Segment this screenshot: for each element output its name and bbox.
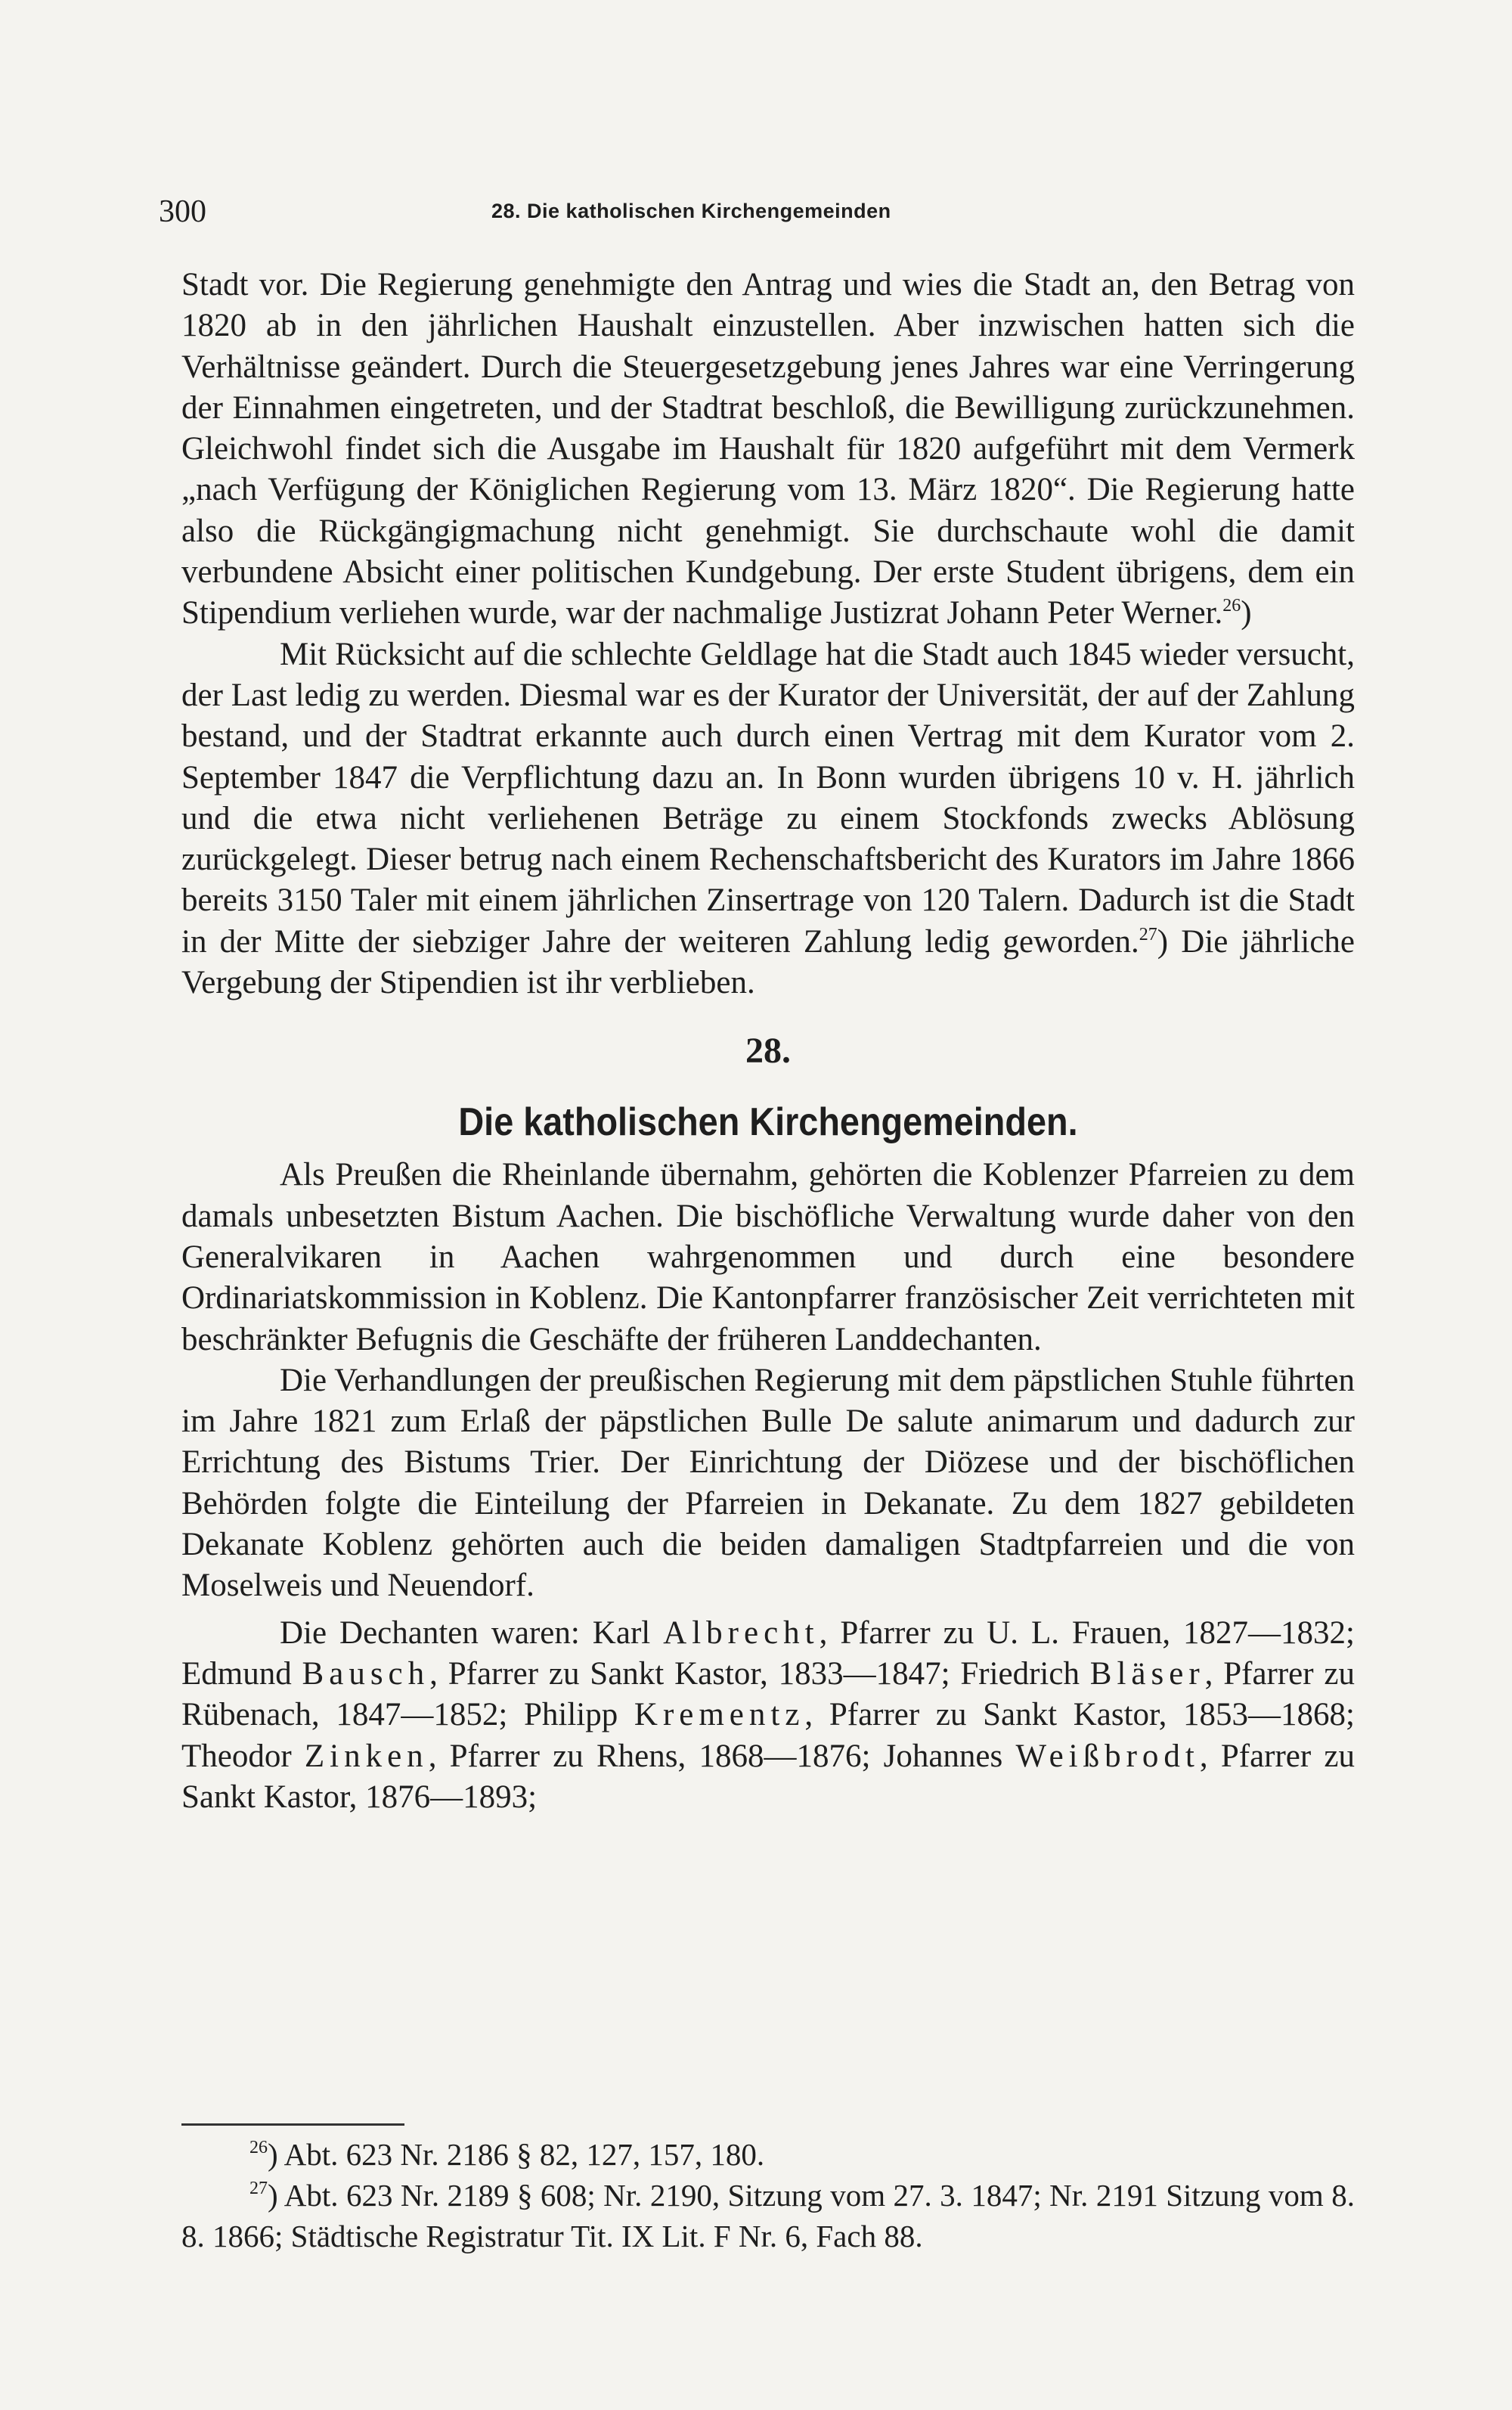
running-head: 28. Die katholischen Kirchengemeinden xyxy=(491,200,891,222)
footnote-ref-27: 27 xyxy=(1139,924,1157,944)
paragraph-3: Als Preußen die Rheinlande übernahm, gehörten die Koblenzer Pfarreien zu dem damals unbesetzten Bistum Aachen. Die bischöfliche Verwaltung wurde daher von den Generalvikaren in Aachen wahrgenommen und durch eine besondere Ordinariatskommission in Koblenz. Die Kantonpfarrer französischer Zeit verrichteten mit beschränkter Befugnis die Geschäfte der früheren Landdechanten. xyxy=(181,1157,1355,1357)
spaced-name: Bausch xyxy=(302,1655,430,1692)
body-text xyxy=(181,265,1355,1818)
footnote-27: $^{27}$) Abt. 623 Nr. 2189 § 608; Nr. 2190, Sitzung vom 27. 3. 1847; Nr. 2191 Sitzung vom 8. 8. 1866; Städtische Registratur Tit. IX Lit. F Nr. 6, Fach 88. xyxy=(181,2178,1355,2253)
footnotes xyxy=(181,2134,1355,2256)
page-number: 300 xyxy=(159,194,206,229)
spaced-name: Albrecht xyxy=(663,1614,820,1651)
paragraph-5: Die Dechanten waren: Karl Albrecht, Pfarrer zu U. L. Frauen, 1827—1832; Edmund Bausch, Pfarrer zu Sankt Kastor, 1833—1847; Friedrich Bläser, Pfarrer zu Rübenach, 1847—1852; Philipp Krementz, Pfarrer zu Sankt Kastor, 1853—1868; Theodor Zinken, Pfarrer zu Rhens, 1868—1876; Johannes Weißbrodt, Pfarrer zu Sankt Kastor, 1876—1893; xyxy=(181,1614,1356,1815)
spaced-name: Krementz xyxy=(634,1697,805,1733)
footnote-divider xyxy=(181,2123,404,2126)
footnote-26: $^{26}$) Abt. 623 Nr. 2186 § 82, 127, 157, 180. xyxy=(249,2137,765,2172)
spaced-name: Zinken xyxy=(304,1738,429,1774)
paragraph-2: Mit Rücksicht auf die schlechte Geldlage hat die Stadt auch 1845 wieder versucht, der Last ledig zu werden. Diesmal war es der Kurator der Universität, der auf der Zahlung bestand, und der Stadtrat erkannte auch durch einen Vertrag mit dem Kurator vom 2. September 1847 die Verpflichtung dazu an. In Bonn wurden übrigens 10 v. H. jährlich und die etwa nicht verliehenen Beträge zu einem Stockfonds zwecks Ablösung zurückgelegt. Dieser betrug nach einem Rechenschaftsbericht des Kurators im Jahre 1866 bereits 3150 Taler mit einem jährlichen Zinsertrage von 120 Talern. Dadurch ist die Stadt in der Mitte der siebziger Jahre der weiteren Zahlung ledig geworden.$^{27}$) Die jährliche Vergebung der Stipendien ist ihr verblieben. xyxy=(181,636,1355,1001)
paragraph-4: Die Verhandlungen der preußischen Regierung mit dem päpstlichen Stuhle führten im Jahre 1821 zum Erlaß der päpstlichen Bulle De salute animarum und dadurch zur Errichtung des Bistums Trier. Der Einrichtung der Diözese und der bischöflichen Behörden folgte die Einteilung der Pfarreien in Dekanate. Zu dem 1827 gebildeten Dekanate Koblenz gehörten auch die beiden damaligen Stadtpfarreien und die von Moselweis und Neuendorf. xyxy=(181,1362,1355,1604)
page-header xyxy=(159,194,1353,239)
section-title: Die katholischen Kirchengemeinden. xyxy=(458,1100,1078,1145)
footnote-ref-26: 26 xyxy=(1222,596,1241,616)
spaced-name: Bläser xyxy=(1089,1655,1205,1692)
paragraph-1: Stadt vor. Die Regierung genehmigte den Antrag und wies die Stadt an, den Betrag von 1820 ab in den jährlichen Haushalt einzustellen. Aber inzwischen hatten sich die Verhältnisse geändert. Durch die Steuergesetzgebung jenes Jahres war eine Verringerung der Einnahmen eingetreten, und der Stadtrat beschloß, die Bewilligung zurückzunehmen. Gleichwohl findet sich die Ausgabe im Haushalt für 1820 aufgeführt mit dem Vermerk „nach Verfügung der Königlichen Regierung vom 13. März 1820“. Die Regierung hatte also die Rückgängigmachung nicht genehmigt. Sie durchschaute wohl die damit verbundene Absicht einer politischen Kundgebung. Der erste Student übrigens, dem ein Stipendium verliehen wurde, war der nachmalige Justizrat Johann Peter Werner.$^{26}$) xyxy=(181,267,1355,631)
spaced-name: Weißbrodt xyxy=(1015,1738,1200,1774)
section-number: 28. xyxy=(745,1031,791,1072)
